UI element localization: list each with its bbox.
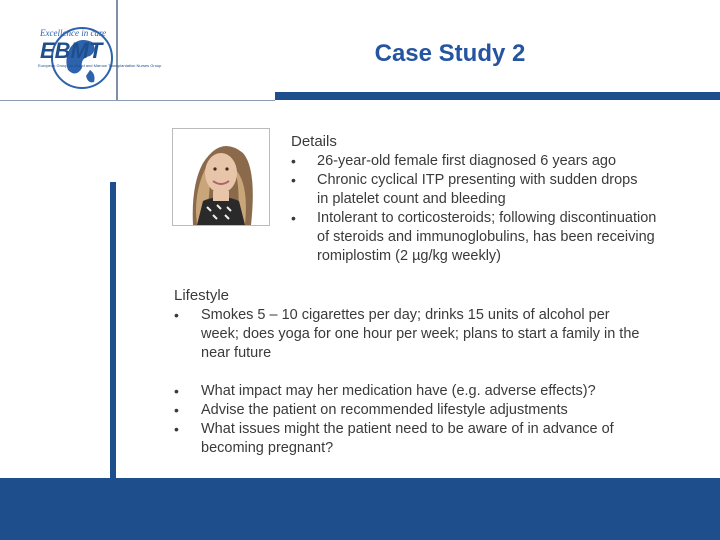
footer-band	[0, 478, 720, 540]
question-item	[174, 420, 704, 458]
question-item-line: becoming pregnant?	[201, 440, 334, 456]
logo-tagline: Excellence in care	[40, 28, 107, 38]
header-divider-horizontal	[0, 100, 275, 101]
details-item	[291, 209, 716, 266]
bullet: •	[174, 402, 179, 418]
lifestyle-item-line: near future	[201, 345, 272, 361]
patient-avatar-image	[173, 129, 269, 225]
details-item-line: 26-year-old female first diagnosed 6 years ago	[317, 153, 617, 169]
bullet: •	[291, 172, 296, 188]
question-item-line: What impact may her medication have (e.g. adverse effects)?	[201, 383, 596, 399]
bullet: •	[291, 210, 296, 226]
patient-photo	[172, 128, 270, 226]
question-item-line: Advise the patient on recommended lifestyle adjustments	[201, 402, 568, 418]
details-item-line: romiplostim (2 µg/kg weekly)	[317, 248, 502, 264]
lifestyle-item	[174, 306, 704, 363]
question-item-line: What issues might the patient need to be aware of in advance of	[201, 421, 614, 437]
logo-name: EBMT	[40, 38, 103, 63]
details-item-line: Intolerant to corticosteroids; following discontinuation	[317, 210, 657, 226]
header-divider-vertical	[116, 0, 118, 100]
slide-title: Case Study 2	[374, 40, 526, 67]
question-item	[174, 401, 704, 420]
lifestyle-item-line: Smokes 5 – 10 cigarettes per day; drinks 15 units of alcohol per	[201, 307, 610, 323]
logo-subtext: European Group for Blood and Marrow Transplantation Nurses Group	[38, 63, 162, 68]
question-item	[174, 382, 704, 401]
side-accent-bar	[110, 182, 116, 478]
bullet: •	[174, 421, 179, 437]
header-accent-bar	[275, 92, 720, 100]
details-heading: Details	[291, 133, 337, 150]
bullet: •	[174, 383, 179, 399]
ebmt-logo	[0, 0, 162, 100]
bullet: •	[174, 307, 179, 323]
lifestyle-heading: Lifestyle	[174, 287, 230, 304]
lifestyle-item-line: week; does yoga for one hour per week; plans to start a family in the	[201, 326, 640, 342]
details-item-line: Chronic cyclical ITP presenting with sudden drops	[317, 172, 638, 188]
details-item	[291, 152, 711, 171]
bullet: •	[291, 153, 296, 169]
details-item	[291, 171, 711, 209]
details-item-line: of steroids and immunoglobulins, has been receiving	[317, 229, 655, 245]
details-item-line: in platelet count and bleeding	[317, 191, 506, 207]
ebmt-logo-graphic	[0, 0, 162, 100]
